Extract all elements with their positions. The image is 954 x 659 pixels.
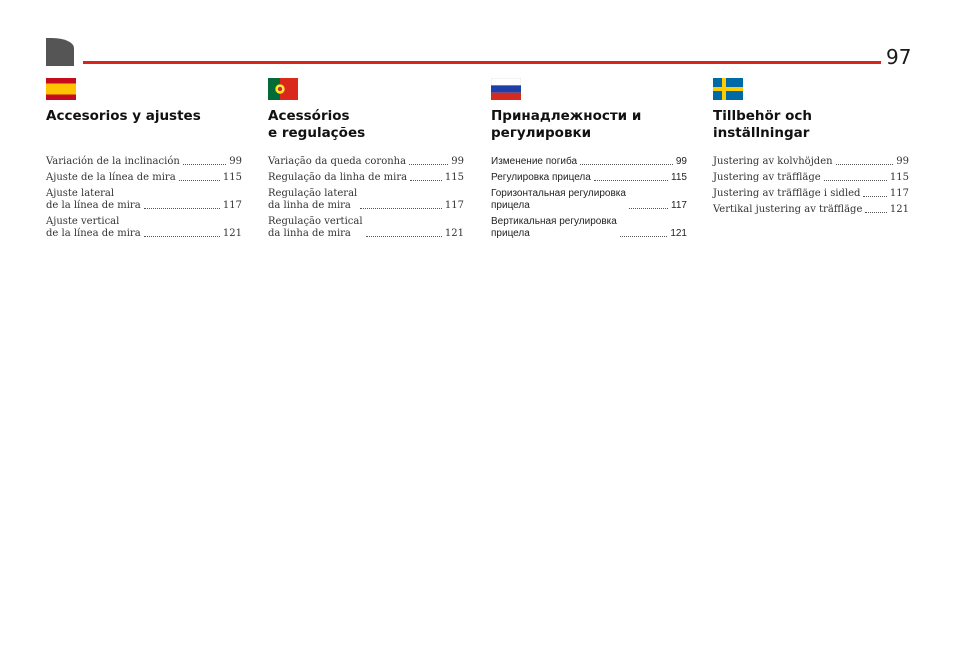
toc-entry-page: 115 — [889, 172, 909, 183]
toc-entry[interactable] — [713, 172, 909, 184]
toc-entry[interactable] — [491, 156, 687, 168]
toc-entry[interactable] — [268, 172, 464, 184]
toc-entry-label: Regulação lateral da linha de mira — [268, 188, 358, 211]
portugal-flag-icon — [268, 78, 298, 100]
toc-entry[interactable] — [46, 188, 242, 212]
toc-leader-dots — [179, 180, 220, 181]
toc-entry-label: Вертикальная регулировка прицела — [491, 216, 617, 239]
toc-entry-page: 115 — [444, 172, 464, 183]
toc-entry-page: 117 — [444, 200, 464, 211]
section-russian — [491, 78, 687, 244]
toc-leader-dots — [409, 164, 448, 165]
toc-entry-page: 117 — [889, 188, 909, 199]
toc-entry-label: Vertikal justering av träffläge — [713, 204, 863, 215]
toc-entry-page: 121 — [222, 228, 242, 239]
page-number: 97 — [886, 45, 912, 69]
sweden-flag-icon — [713, 78, 743, 100]
toc-entry-label: Variación de la inclinación — [46, 156, 180, 167]
toc-entry[interactable] — [491, 188, 687, 212]
toc-entry[interactable] — [491, 216, 687, 240]
toc-entry[interactable] — [268, 216, 464, 240]
toc-entry-label: Регулировка прицела — [491, 172, 591, 183]
toc-entry-page: 121 — [670, 228, 687, 239]
toc-entry-label: Ajuste de la línea de mira — [46, 172, 176, 183]
toc-entry-page: 99 — [451, 156, 464, 167]
toc-entry[interactable] — [713, 204, 909, 216]
toc-entry-page: 99 — [896, 156, 909, 167]
toc-entry-page: 121 — [889, 204, 909, 215]
toc-entry[interactable] — [713, 156, 909, 168]
toc-entry-page: 99 — [229, 156, 242, 167]
toc-entry-label: Justering av träffläge i sidled — [713, 188, 861, 199]
toc-entry[interactable] — [713, 188, 909, 200]
section-portuguese — [268, 78, 464, 244]
toc-entry-label: Justering av träffläge — [713, 172, 821, 183]
toc-list — [491, 156, 687, 240]
toc-entry-label: Ajuste vertical de la línea de mira — [46, 216, 141, 239]
toc-leader-dots — [144, 208, 220, 209]
toc-leader-dots — [594, 180, 668, 181]
spain-flag-icon — [46, 78, 76, 100]
toc-leader-dots — [824, 180, 887, 181]
toc-entry-label: Justering av kolvhöjden — [713, 156, 833, 167]
toc-leader-dots — [863, 196, 886, 197]
toc-entry-page: 121 — [444, 228, 464, 239]
toc-list — [713, 156, 909, 216]
toc-leader-dots — [629, 208, 668, 209]
section-title: Принадлежности и регулировки — [491, 108, 642, 141]
section-title: Tillbehör och inställningar — [713, 108, 813, 141]
toc-leader-dots — [580, 164, 673, 165]
toc-entry-page: 99 — [675, 156, 687, 167]
toc-entry-label: Изменение погиба — [491, 156, 578, 167]
toc-entry-label: Горизонтальная регулировка прицела — [491, 188, 626, 211]
toc-leader-dots — [620, 236, 668, 237]
toc-entry[interactable] — [46, 216, 242, 240]
toc-list — [268, 156, 464, 240]
section-spanish — [46, 78, 242, 244]
toc-leader-dots — [410, 180, 442, 181]
header-rule — [83, 61, 881, 64]
toc-leader-dots — [366, 236, 442, 237]
toc-leader-dots — [836, 164, 894, 165]
toc-entry-page: 115 — [222, 172, 242, 183]
section-title: Accesorios y ajustes — [46, 108, 201, 124]
toc-entry[interactable] — [46, 172, 242, 184]
toc-entry[interactable] — [268, 188, 464, 212]
section-title: Acessórios e regulações — [268, 108, 366, 141]
toc-entry-page: 115 — [671, 172, 687, 183]
toc-entry-label: Ajuste lateral de la línea de mira — [46, 188, 141, 211]
toc-entry-label: Variação da queda coronha — [268, 156, 407, 167]
toc-leader-dots — [144, 236, 220, 237]
toc-leader-dots — [183, 164, 226, 165]
toc-entry[interactable] — [46, 156, 242, 168]
toc-entry-label: Regulação da linha de mira — [268, 172, 408, 183]
toc-leader-dots — [865, 212, 887, 213]
toc-list — [46, 156, 242, 240]
toc-entry[interactable] — [268, 156, 464, 168]
toc-entry[interactable] — [491, 172, 687, 184]
section-swedish — [713, 78, 909, 220]
toc-entry-page: 117 — [671, 200, 687, 211]
corner-tab-decoration — [46, 38, 74, 66]
toc-entry-page: 117 — [222, 200, 242, 211]
toc-leader-dots — [360, 208, 442, 209]
russia-flag-icon — [491, 78, 521, 100]
toc-entry-label: Regulação vertical da linha de mira — [268, 216, 363, 239]
